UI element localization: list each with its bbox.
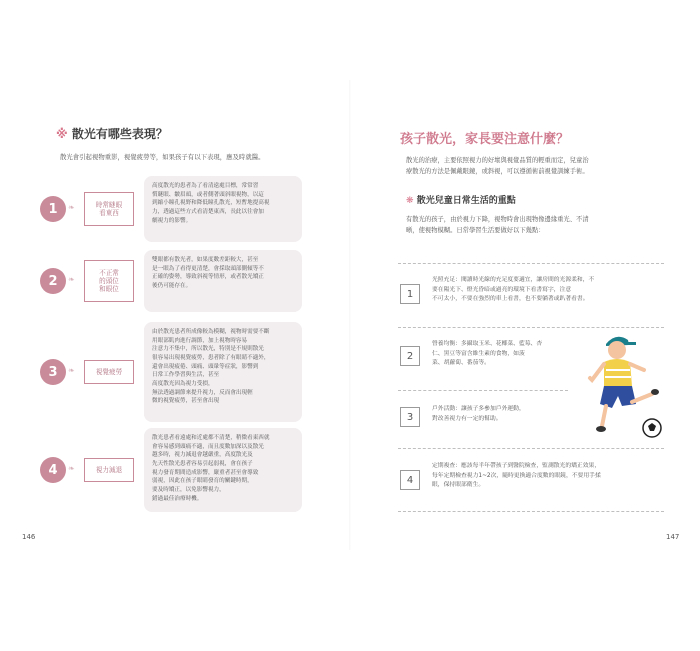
symptom-label: 視覺疲勞 (84, 360, 134, 384)
left-section-title (56, 125, 168, 142)
symptom-label: 不正常 的頭位 和眼位 (84, 260, 134, 302)
leaf-icon: ❧ (68, 366, 75, 375)
shoe-left (596, 426, 606, 432)
tip-item-1 (398, 272, 664, 316)
dashed-divider (398, 511, 664, 512)
right-subtitle-text: 散光兒童日常生活的重點 (416, 196, 516, 206)
item-number-circle: 3 (40, 359, 66, 385)
symptom-item-1 (40, 176, 302, 242)
symptom-item-4 (40, 428, 302, 512)
cap-brim (626, 342, 636, 345)
tip-text: 營養均衡：多攝取玉米、花椰菜、藍莓、杏 仁、黑豆等富含維生素的食物，如菠 菜、胡蘿蔔、番茄等。 (432, 341, 543, 367)
tip-text: 戶外活動：讓孩子多參加戶外運動， 對改善視力有一定的幫助。 (432, 406, 525, 422)
right-intro: 散光的治療，主要依照視力的好壞與視覺品質的輕重而定，兒童治 療散光的方法是佩戴眼鏡，或斜視，可以遵循術前視覺訓練手術。 (406, 157, 589, 175)
symptom-description: 雙眼都有散光者，如果度數差距較大，甚至 是一眼為了看得更清楚，會採取頭部側傾等不 正確的姿勢，導致斜視等情形，或者散光矯正 後仍可能存在。 (144, 250, 302, 312)
page-number-right: 147 (666, 533, 680, 541)
leaf-icon: ❧ (68, 203, 75, 212)
symptom-description: 散光患者看遠處和近處都不清楚，稍微看東西就 會容易感到頭痛不適，而且度數加深以及散光 越多時，視力減退會越嚴重，高度散光及 先天性散光患者容易引起弱視，會在孩子 視力發育期間造成影響，嚴重者甚至會導致 弱視，因此在孩子眼睛發育的關鍵時期， 要及時矯正，以免影響視力， 錯過最佳治療時機。 (144, 428, 302, 512)
tip-item-4 (398, 458, 664, 502)
symptom-label: 視力減退 (84, 458, 134, 482)
dashed-divider (398, 327, 664, 328)
item-number-circle: 2 (40, 268, 66, 294)
flower-mark-icon: ❋ (406, 196, 414, 206)
symptom-description: 由於散光患者所成像較為模糊，視物時需要不斷 用眼部肌肉進行調節，加上視物時容易 注意力不集中，所以散光，特別是不規則散光 很容易出現視覺疲勞，患者除了有眼睛不適外， 還會出現疲倦、頭痛、頭暈等症狀，影響到 日常工作學習與生活，甚至 高度散光因為視力受損， 無法透過調節來提升視力，反而會出現輕 微的視覺疲勞，甚至會出現 (144, 322, 302, 422)
tip-number-box: 1 (400, 284, 420, 304)
dashed-divider (398, 263, 664, 264)
tip-number-box: 3 (400, 407, 420, 427)
tip-number-box: 2 (400, 346, 420, 366)
page-number-left: 146 (22, 533, 36, 541)
tip-text: 光照充足：閱讀時光線的充足度要適宜，讓房間的光源柔和，不 要在陽光下、燈光昏暗或過亮的環境下看書寫字，注意 不可太小，不要在強烈的車上看書，也不要躺著或趴著看書。 (432, 277, 595, 303)
symptom-label: 時常瞇眼 看東西 (84, 192, 134, 226)
symptom-item-3 (40, 322, 302, 422)
left-title-text: 散光有哪些表現？ (71, 127, 168, 141)
right-page-title: 孩子散光，家長要注意什麼？ (400, 132, 570, 147)
shoe-right (651, 389, 659, 395)
dashed-divider (398, 390, 568, 391)
section-mark-icon: ※ (56, 127, 68, 141)
leaf-icon: ❧ (68, 464, 75, 473)
tip-number-box: 4 (400, 470, 420, 490)
shirt-shape (604, 359, 632, 386)
right-subtitle (406, 193, 516, 206)
item-number-circle: 4 (40, 457, 66, 483)
head-shape (608, 341, 626, 359)
child-soccer-illustration (582, 330, 672, 442)
right-page (350, 0, 700, 651)
dashed-divider (398, 448, 664, 449)
item-number-circle: 1 (40, 196, 66, 222)
symptom-item-2 (40, 250, 302, 312)
leaf-icon: ❧ (68, 275, 75, 284)
symptom-description: 高度散光的患者為了看清遠處目標，常常習 慣瞇眼、皺眉頭，或者側著頭斜眼視物，以這 到縮小瞳孔視野和降低瞳孔散光，短暫地提高視 力，透過這些方式看清楚東西，長此以往會加 劇視力的影響。 (144, 176, 302, 242)
left-intro: 散光會引起視物重影，視覺疲勞等，如果孩子有以下表現，應及時就醫。 (60, 153, 265, 161)
tip-text: 定期複查：應該每半年帶孩子到醫院檢查，監測散光的矯正效果， 每年定期檢查視力1~2次，隨時更換適合度數的眼鏡，不要用手揉 眼，保持眼部衛生。 (432, 463, 601, 489)
right-sub-text: 有散光的孩子，由於視力下降，視物時會出現物像邊緣重光、不清 晰，使視物模糊。日常學習生活要做好以下幾點： (406, 216, 589, 234)
